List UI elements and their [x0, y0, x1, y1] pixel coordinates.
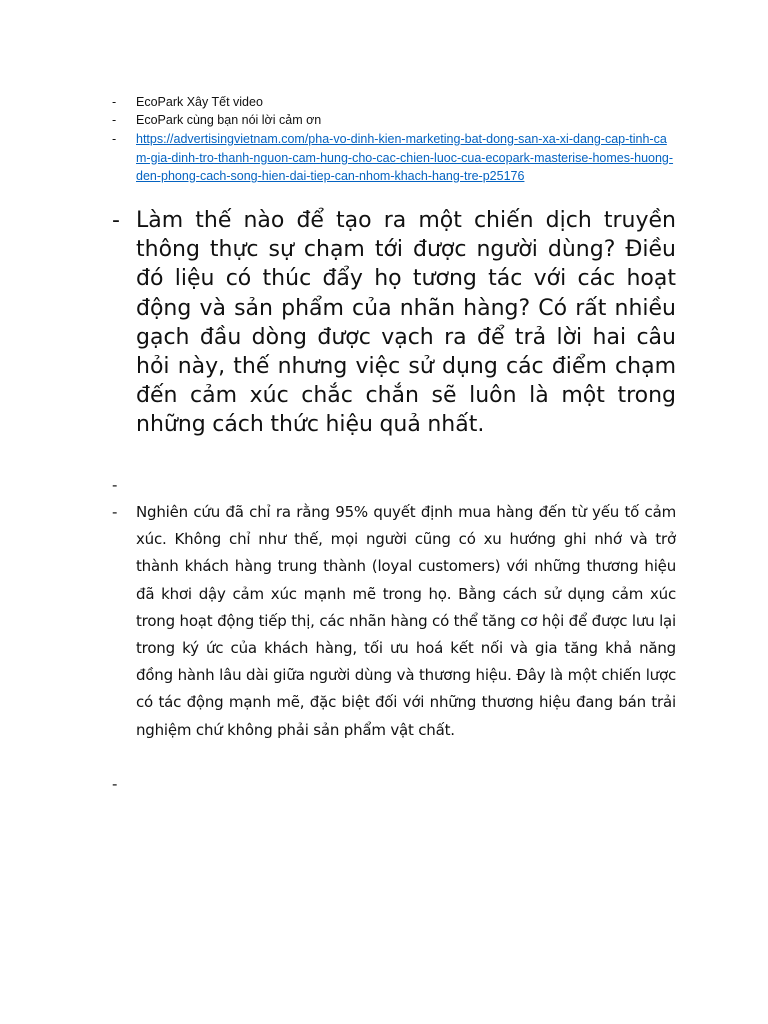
hyperlink[interactable]: https://advertisingvietnam.com/pha-vo-dinh-kien-marketing-bat-dong-san-xa-xi-dang-cap-tinh-cam-gia-dinh-tro-thanh-nguon-cam-hung-cho-cac-chien-luoc-cua-ecopark-masterise-homes-huong-den-phong-cach-song-hien-dai-tiep-can-nhom-khach-hang-tre-p25176	[136, 132, 674, 183]
list-item-text: EcoPark cùng bạn nói lời cảm ơn	[136, 113, 322, 127]
list-item-text: EcoPark Xây Tết video	[136, 95, 263, 109]
list-bullet: -	[112, 95, 117, 109]
paragraph-text: Nghiên cứu đã chỉ ra rằng 95% quyết định mua hàng đến từ yếu tố cảm xúc. Không chỉ như thế, mọi người cũng có xu hướng ghi nhớ và trở thành khách hàng trung thành (loyal customers) với những thương hiệu đã khơi dậy cảm xúc mạnh mẽ trong họ. Bằng cách sử dụng cảm xúc trong hoạt động tiếp thị, các nhãn hàng có thể tăng cơ hội để được lưu lại trong ký ức của khách hàng, tối ưu hoá kết nối và gia tăng khả năng đồng hành lâu dài giữa người dùng và thương hiệu. Đây là một chiến lược có tác động mạnh mẽ, đặc biệt đối với những thương hiệu đang bán trải nghiệm chứ không phải sản phẩm vật chất.	[136, 503, 676, 739]
list-bullet: -	[112, 503, 118, 521]
list-bullet: -	[112, 132, 117, 146]
list-bullet: -	[112, 775, 118, 793]
list-bullet: -	[112, 476, 118, 494]
paragraph-text: Làm thế nào để tạo ra một chiến dịch truyền thông thực sự chạm tới được người dùng? Điều đó liệu có thúc đẩy họ tương tác với các hoạt động và sản phẩm của nhãn hàng? Có rất nhiều gạch đầu dòng được vạch ra để trả lời hai câu hỏi này, thế nhưng việc sử dụng các điểm chạm đến cảm xúc chắc chắn sẽ luôn là một trong những cách thức hiệu quả nhất.	[136, 208, 676, 438]
list-bullet: -	[112, 113, 117, 127]
list-bullet: -	[112, 208, 120, 233]
